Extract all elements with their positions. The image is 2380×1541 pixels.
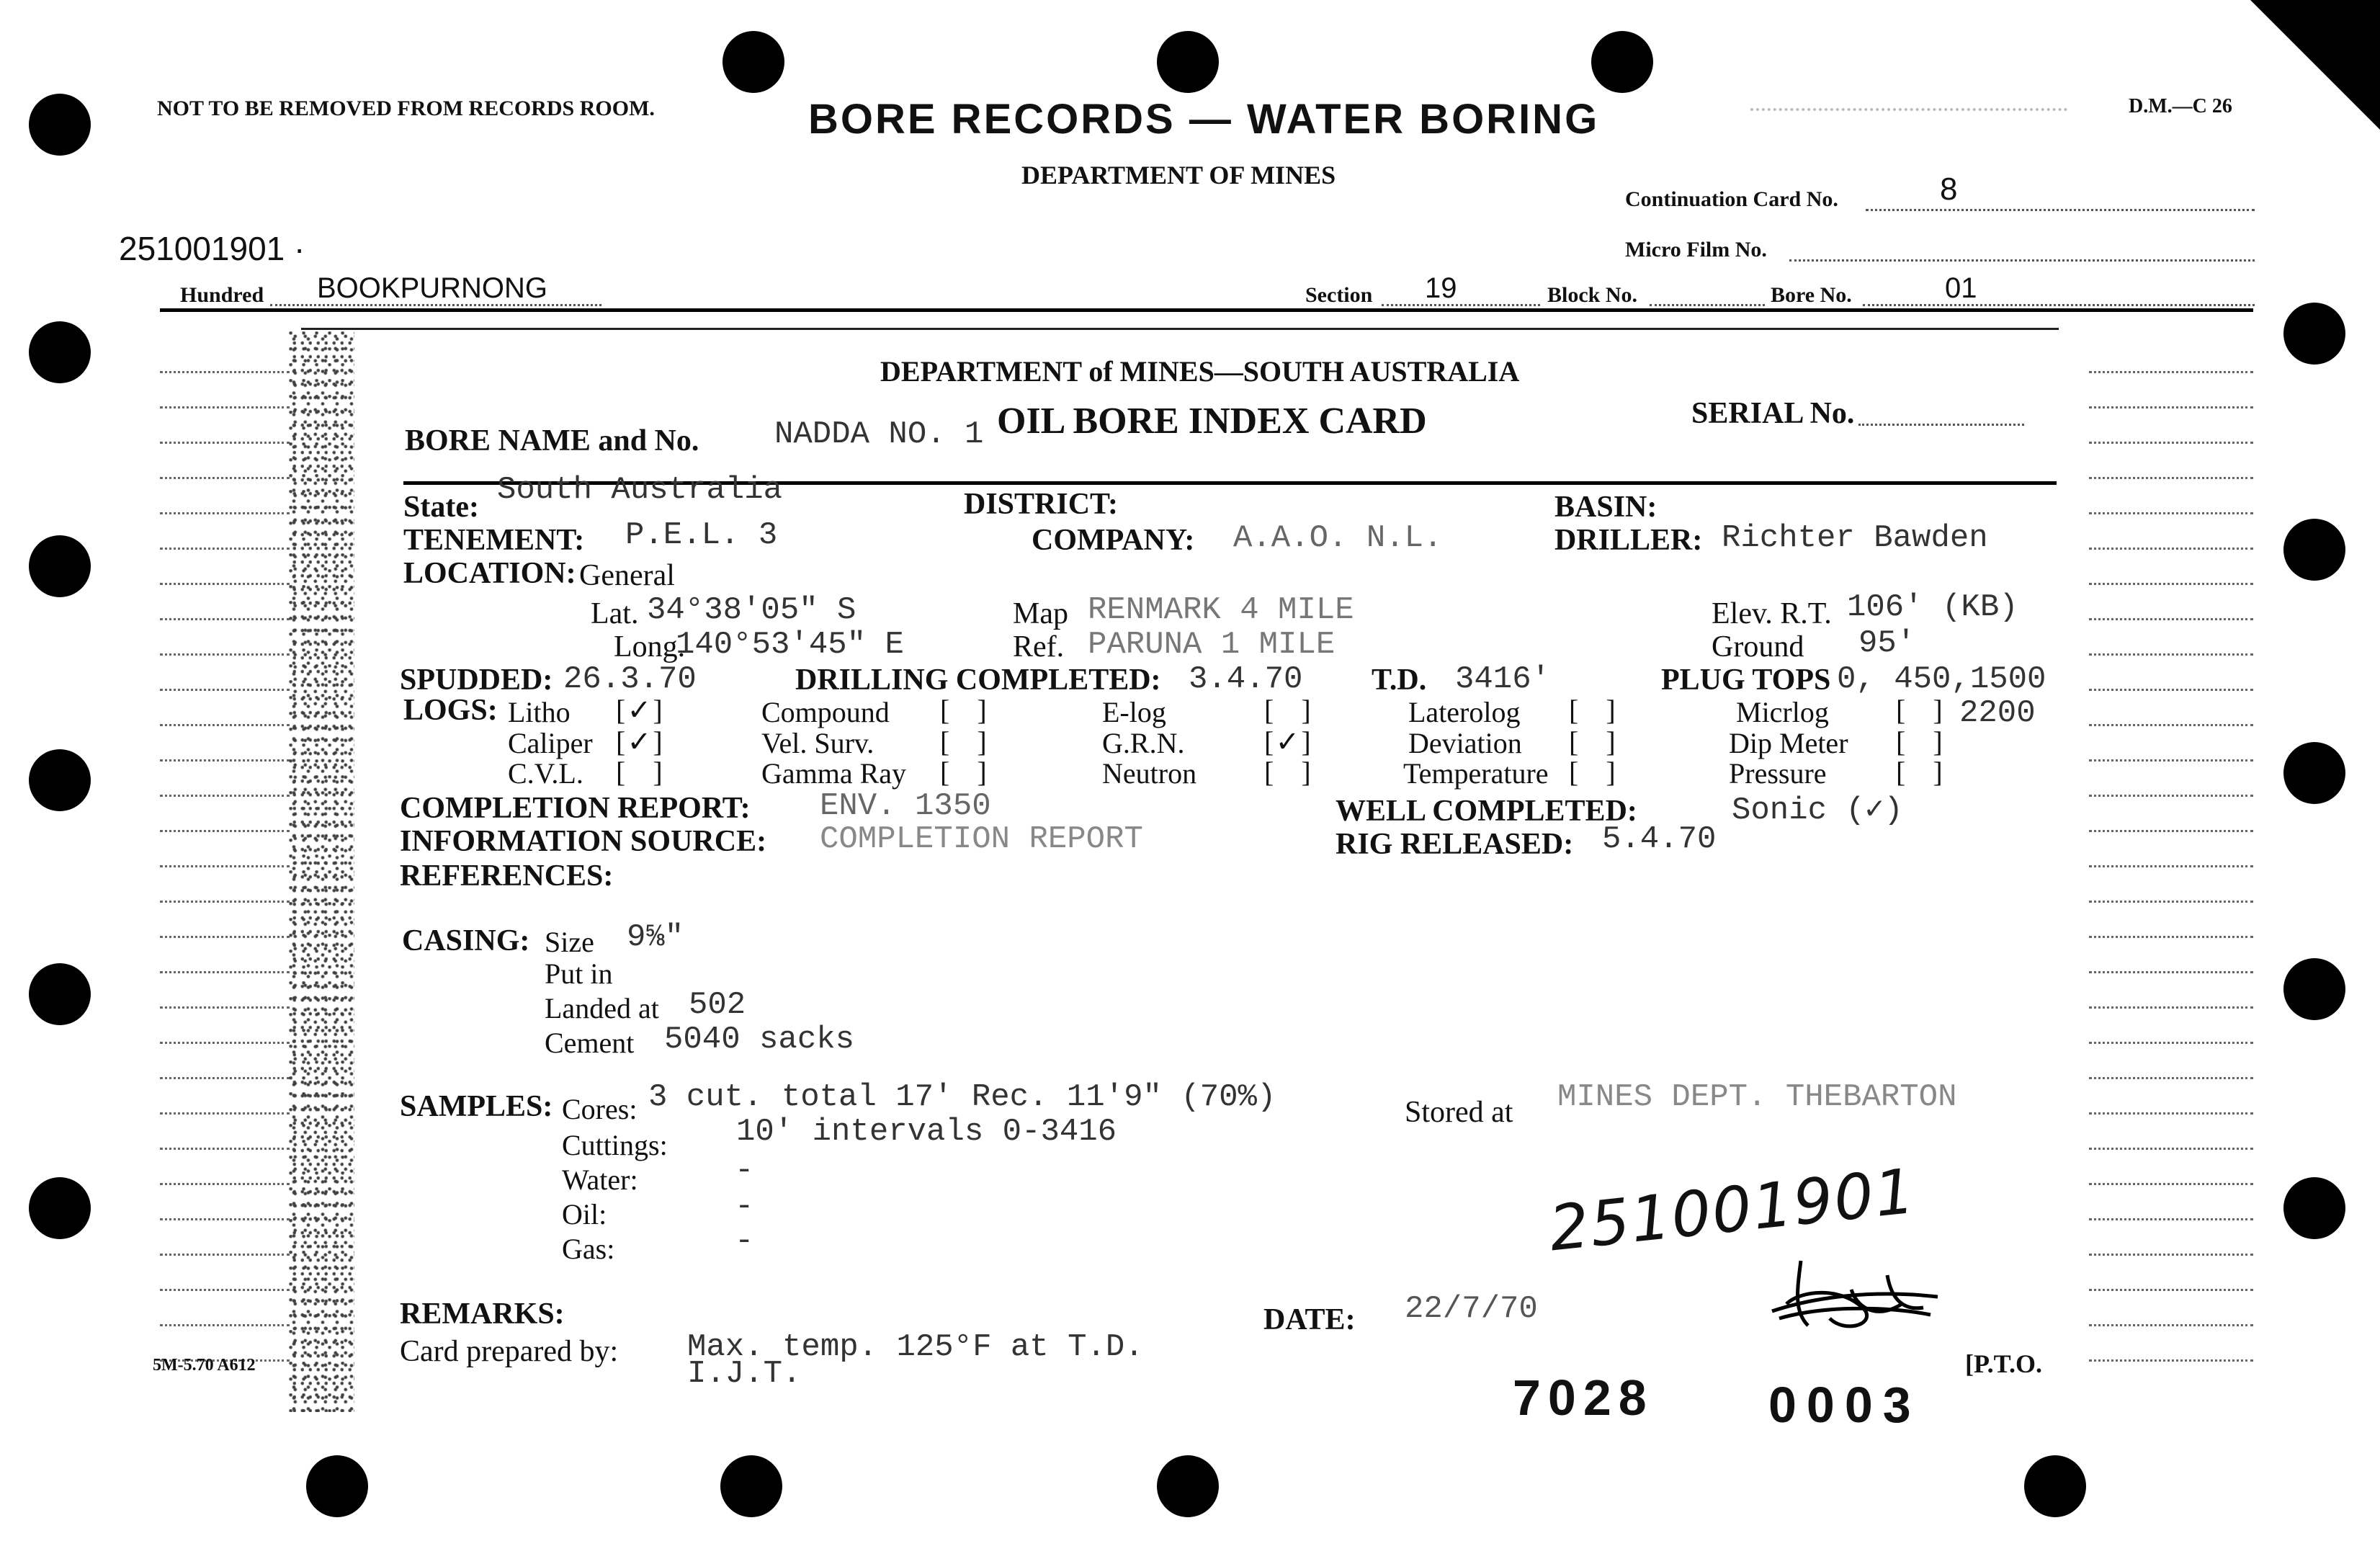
punch-hole [29, 749, 91, 811]
water-value: - [735, 1153, 754, 1189]
cement-label: Cement [545, 1027, 635, 1059]
continuation-label: Continuation Card No. [1625, 187, 1838, 211]
logs-label: LOGS: [403, 694, 498, 727]
punch-hole [29, 963, 91, 1025]
log-name: Litho [508, 696, 571, 728]
right-ruling [2089, 371, 2253, 1395]
continuation-value: 8 [1940, 171, 1958, 207]
punch-hole [722, 31, 784, 93]
log-checkbox[interactable]: [ ] [1569, 694, 1616, 726]
references-label: REFERENCES: [400, 859, 614, 893]
outer-title: BORE RECORDS — WATER BORING [808, 96, 1600, 143]
log-name: Laterolog [1408, 696, 1521, 728]
log-checkbox[interactable]: [ ] [1264, 756, 1311, 788]
bore-name-label: BORE NAME and No. [405, 424, 699, 457]
sonic-value: Sonic (✓) [1732, 792, 1903, 828]
punch-hole [2283, 958, 2345, 1020]
elev-value: 106' (KB) [1847, 589, 2018, 625]
punch-hole [2283, 1177, 2345, 1239]
ref-value: PARUNA 1 MILE [1088, 627, 1336, 663]
ground-label: Ground [1712, 630, 1804, 664]
rig-released-value: 5.4.70 [1602, 821, 1717, 857]
punch-hole [1157, 1455, 1219, 1517]
outer-department: DEPARTMENT OF MINES [1021, 161, 1336, 189]
section-value: 19 [1425, 272, 1457, 304]
punch-hole [720, 1455, 782, 1517]
microfilm-label: Micro Film No. [1625, 238, 1767, 262]
gas-label: Gas: [562, 1233, 615, 1265]
punch-hole [29, 535, 91, 597]
location-label: LOCATION: [403, 557, 576, 590]
date-label: DATE: [1263, 1303, 1356, 1336]
faint-smudge [1750, 108, 2067, 133]
completion-report-value: ENV. 1350 [820, 788, 991, 824]
log-checkbox[interactable]: [ ] [940, 694, 987, 726]
district-label: DISTRICT: [964, 488, 1118, 521]
water-label: Water: [562, 1163, 638, 1196]
log-name: Micrlog [1736, 696, 1829, 728]
prepared-label: Card prepared by: [400, 1335, 619, 1368]
size-label: Size [545, 926, 594, 958]
section-label: Section [1305, 283, 1373, 307]
log-checkbox[interactable]: [ ] [1896, 756, 1943, 788]
log-checkbox[interactable]: [ ] [940, 725, 987, 758]
plug-tops-extra: 2200 [1959, 695, 2036, 731]
plug-tops-label: PLUG TOPS [1661, 664, 1831, 697]
cores-label: Cores: [562, 1093, 638, 1125]
corner-fold [2250, 0, 2380, 130]
company-label: COMPANY: [1032, 524, 1195, 557]
put-in-label: Put in [545, 957, 613, 990]
bore-value: 01 [1945, 272, 1977, 304]
log-checkbox[interactable]: [✓] [616, 694, 663, 726]
map-value: RENMARK 4 MILE [1088, 592, 1354, 628]
signature-scribble [1758, 1246, 1952, 1340]
log-name: C.V.L. [508, 757, 583, 790]
log-checkbox[interactable]: [✓] [1264, 725, 1311, 758]
log-name: Deviation [1408, 727, 1522, 759]
log-checkbox[interactable]: [ ] [616, 756, 663, 788]
landed-label: Landed at [545, 992, 659, 1024]
log-checkbox[interactable]: [✓] [616, 725, 663, 758]
card-edge-speckle [288, 331, 354, 1412]
location-value: General [579, 559, 675, 592]
tenement-value: P.E.L. 3 [625, 517, 778, 553]
remarks-value: Max. temp. 125°F at T.D. [687, 1329, 1144, 1365]
punch-hole [2283, 519, 2345, 581]
cement-value: 5040 sacks [664, 1022, 855, 1058]
card-title: OIL BORE INDEX CARD [997, 401, 1427, 442]
log-checkbox[interactable]: [ ] [1896, 725, 1943, 758]
punch-hole [29, 321, 91, 383]
company-value: A.A.O. N.L. [1233, 520, 1443, 556]
remarks-label: REMARKS: [400, 1297, 565, 1331]
gas-value: - [735, 1223, 754, 1259]
block-label: Block No. [1547, 283, 1638, 307]
record-number: 251001901 · [119, 230, 305, 267]
plug-tops-value: 0, 450,1500 [1837, 661, 2046, 697]
landed-value: 502 [689, 987, 746, 1023]
long-value: 140°53'45" E [676, 627, 904, 663]
ref-label: Ref. [1013, 630, 1065, 664]
log-checkbox[interactable]: [ ] [1569, 725, 1616, 758]
punch-hole [1591, 31, 1653, 93]
spudded-label: SPUDDED: [400, 664, 553, 697]
size-value: 9⅝" [627, 919, 684, 955]
left-ruling [160, 371, 290, 1395]
driller-label: DRILLER: [1554, 524, 1703, 557]
punch-hole [29, 1177, 91, 1239]
casing-label: CASING: [402, 924, 530, 957]
lat-label: Lat. [591, 597, 639, 630]
log-checkbox[interactable]: [ ] [1264, 694, 1311, 726]
log-name: Neutron [1102, 757, 1197, 790]
state-label: State: [403, 491, 479, 524]
date-value: 22/7/70 [1405, 1291, 1538, 1327]
records-room-notice: NOT TO BE REMOVED FROM RECORDS ROOM. [157, 97, 655, 120]
drilling-completed-label: DRILLING COMPLETED: [795, 664, 1161, 697]
rig-released-label: RIG RELEASED: [1336, 828, 1574, 861]
stamp-right: 0003 [1768, 1377, 1921, 1433]
log-name: Pressure [1729, 757, 1827, 790]
log-name: G.R.N. [1102, 727, 1185, 759]
print-code: 5M-5.70 A612 [153, 1356, 256, 1375]
punch-hole [2283, 742, 2345, 804]
state-value: South Australia [497, 472, 783, 508]
log-checkbox[interactable]: [ ] [940, 756, 987, 788]
card-department: DEPARTMENT of MINES—SOUTH AUSTRALIA [880, 355, 1520, 388]
cuttings-label: Cuttings: [562, 1129, 668, 1161]
info-source-label: INFORMATION SOURCE: [400, 825, 767, 858]
handwritten-number: 251001901 [1546, 1155, 1920, 1266]
log-name: Caliper [508, 727, 593, 759]
map-label: Map [1013, 597, 1068, 630]
oil-label: Oil: [562, 1198, 607, 1230]
hundred-value: BOOKPURNONG [317, 272, 548, 304]
driller-value: Richter Bawden [1722, 520, 1988, 556]
log-checkbox[interactable]: [ ] [1569, 756, 1616, 788]
info-source-value: COMPLETION REPORT [820, 821, 1143, 857]
log-name: Compound [761, 696, 890, 728]
log-name: Temperature [1403, 757, 1549, 790]
completion-report-label: COMPLETION REPORT: [400, 792, 751, 825]
stored-value: MINES DEPT. THEBARTON [1557, 1079, 1957, 1115]
log-name: Vel. Surv. [761, 727, 874, 759]
pto: [P.T.O. [1965, 1349, 2043, 1378]
punch-hole [1157, 31, 1219, 93]
td-label: T.D. [1372, 664, 1427, 697]
bore-label: Bore No. [1771, 283, 1852, 307]
ground-value: 95' [1858, 625, 1916, 661]
samples-label: SAMPLES: [400, 1090, 553, 1123]
spudded-value: 26.3.70 [563, 661, 697, 697]
stamp-left: 7028 [1513, 1370, 1654, 1426]
lat-value: 34°38'05" S [647, 592, 856, 628]
elev-label: Elev. R.T. [1712, 597, 1832, 630]
punch-hole [29, 94, 91, 156]
hundred-label: Hundred [180, 283, 264, 307]
punch-hole [306, 1455, 368, 1517]
td-value: 3416' [1455, 661, 1551, 697]
drilling-completed-value: 3.4.70 [1189, 661, 1303, 697]
bore-name-value: NADDA NO. 1 [774, 416, 984, 452]
cores-value: 3 cut. total 17' Rec. 11'9" (70%) [648, 1079, 1276, 1115]
serial-label: SERIAL No. [1691, 397, 1855, 430]
oil-value: - [735, 1189, 754, 1225]
prepared-value: I.J.T. [687, 1356, 802, 1392]
stored-label: Stored at [1405, 1096, 1513, 1129]
form-code: D.M.—C 26 [2129, 95, 2232, 117]
tenement-label: TENEMENT: [403, 524, 585, 557]
log-checkbox[interactable]: [ ] [1896, 694, 1943, 726]
basin-label: BASIN: [1554, 491, 1658, 524]
log-name: Gamma Ray [761, 757, 907, 790]
log-name: E-log [1102, 696, 1166, 728]
log-name: Dip Meter [1729, 727, 1848, 759]
punch-hole [2283, 303, 2345, 365]
punch-hole [2024, 1455, 2086, 1517]
well-completed-label: WELL COMPLETED: [1336, 795, 1637, 828]
cuttings-value: 10' intervals 0-3416 [736, 1114, 1117, 1150]
long-label: Long. [614, 630, 686, 664]
